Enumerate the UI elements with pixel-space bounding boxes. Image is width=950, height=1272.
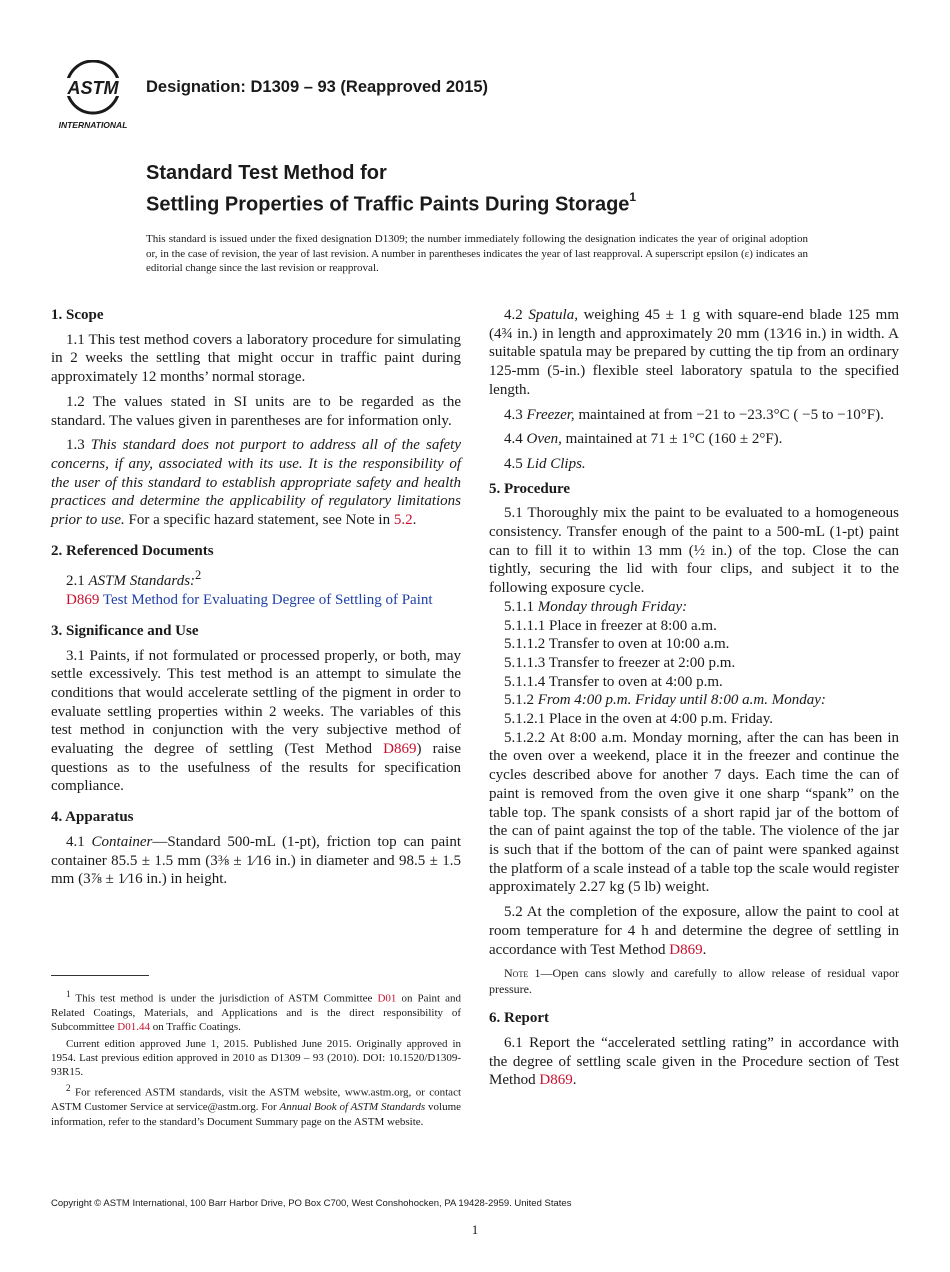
section-heading: 4. Apparatus	[51, 809, 134, 826]
link-d869[interactable]: D869	[539, 1072, 573, 1089]
paragraph-4-4: 4.4 Oven, maintained at 71 ± 1°C (160 ± 2°F).	[504, 431, 783, 448]
title-line-1: Standard Test Method for	[146, 162, 387, 184]
logo-subtext: INTERNATIONAL	[58, 120, 128, 130]
section-heading: 5. Procedure	[489, 480, 571, 497]
paragraph-4-5: 4.5 Lid Clips.	[504, 455, 586, 472]
link-d01-44[interactable]: D01.44	[117, 1021, 150, 1034]
paragraph-5-1-1-4: 5.1.1.4 Transfer to oven at 4:00 p.m.	[504, 673, 723, 690]
footnote-rule	[51, 975, 149, 976]
section-scope	[51, 306, 461, 530]
link-d869[interactable]: D869	[669, 941, 703, 958]
section-heading: 2. Referenced Documents	[51, 542, 214, 559]
paragraph-5-1-1-3: 5.1.1.3 Transfer to freezer at 2:00 p.m.	[504, 654, 736, 671]
paragraph-5-1-1: 5.1.1 Monday through Friday:	[504, 598, 688, 615]
copyright-notice: Copyright © ASTM International, 100 Barr Harbor Drive, PO Box C700, West Conshohocken, PA 19428-2959. United States	[51, 1198, 572, 1209]
paragraph-4-2: 4.2 Spatula, weighing 45 ± 1 g with square-end blade 125 mm (4¾ in.) in length and approximately 20 mm (13⁄16 in.) in width. A suitable spatula may be prepared by cutting the tip from an ordinary 125-mm (5-in.) flexible steel laboratory spatula to the specified length.	[489, 307, 900, 398]
footnotes	[51, 987, 461, 1131]
link-d869[interactable]: D869	[383, 741, 417, 758]
section-heading: 6. Report	[489, 1010, 549, 1027]
paragraph-1-2: 1.2 The values stated in SI units are to be regarded as the standard. The values given in parentheses are for information only.	[51, 393, 461, 429]
paragraph-5-1-2-2: 5.1.2.2 At 8:00 a.m. Monday morning, after the can has been in the oven over a weekend, place it in the freezer and continue the cycles described above for another 7 days. Each time the can of paint is removed from the oven give it one sharp “spank” on the table top. The spank consists of a short rapid jar of the bottom of the can of paint against the top of the table. The violence of the jar is such that if the bottom of the can of paint were spanked against the platform of a scale instead of a table top the scale would register approximately 2.27 kg (5 lb) weight.	[489, 729, 899, 896]
section-heading: 1. Scope	[51, 307, 104, 323]
paragraph-4-1: 4.1 Container—Standard 500-mL (1-pt), friction top can paint container 85.5 ± 1.5 mm (3⅜ ± 1⁄16 in.) in diameter and 98.5 ± 1.5 mm (3⅞ ± 1⁄16 in.) in height.	[51, 833, 462, 888]
paragraph-5-1-2: 5.1.2 From 4:00 p.m. Friday until 8:00 a.m. Monday:	[504, 692, 826, 709]
section-report	[489, 1009, 899, 1090]
document-title	[146, 160, 636, 218]
section-referenced-documents	[51, 542, 461, 610]
reference-d869	[51, 591, 461, 610]
paragraph-5-1-1-2: 5.1.1.2 Transfer to oven at 10:00 a.m.	[504, 636, 730, 653]
footnote-2: $^2$ For referenced ASTM standards, visit the ASTM website, www.astm.org, or contact ASTM Customer Service at service@astm.org. For Annual Book of ASTM Standards volume information, refer to the standard’s Document Summary page on the ASTM website.	[51, 1083, 462, 1128]
paragraph-6-1: 6.1 Report the “accelerated settling rating” in accordance with the degree of settling scale given in the Procedure section of Test Method D869.	[489, 1034, 899, 1089]
link-d869-title[interactable]: Test Method for Evaluating Degree of Settling of Paint	[102, 592, 433, 609]
paragraph-5-1-1-1: 5.1.1.1 Place in freezer at 8:00 a.m.	[504, 617, 717, 634]
logo-text: ASTM	[67, 78, 119, 98]
page-number: 1	[471, 1222, 479, 1237]
section-apparatus	[51, 808, 461, 889]
paragraph-2-1: 2.1 ASTM Standards:$^2$	[66, 568, 202, 590]
link-d01[interactable]: D01	[377, 992, 397, 1005]
left-column	[51, 306, 461, 901]
section-significance	[51, 622, 461, 796]
section-heading: 3. Significance and Use	[51, 622, 199, 639]
note-1: Note 1—Open cans slowly and carefully to allow release of residual vapor pressure.	[489, 966, 899, 997]
title-line-2: Settling Properties of Traffic Paints During Storage	[146, 193, 630, 216]
footnote-1-edition: Current edition approved June 1, 2015. Published June 2015. Originally approved in 1954. Last previous edition approved in 2010 as D1309 – 93 (2010). DOI: 10.1520/D1309-93R15.	[51, 1037, 461, 1079]
paragraph-5-1: 5.1 Thoroughly mix the paint to be evaluated to a homogeneous consistency. Transfer enough of the paint to a 500-mL (1-pt) paint can to fill it to within 13 mm (½ in.) of the top. Close the can tightly, securing the lid with four clips, and subject it to the following exposure cycle.	[489, 505, 899, 597]
link-section-5-2[interactable]: 5.2	[393, 512, 413, 529]
section-procedure	[489, 480, 899, 998]
paragraph-3-1: 3.1 Paints, if not formulated or processed properly, or both, may settle excessively. This test method is an attempt to simulate the conditions that would accelerate settling of the pigment in order to evaluate settling properties within 2 weeks. The variables of this test method in conjunction with the very subjective method of evaluating the degree of settling (Test Method D869) raise questions as to the usefulness of the results for specification compliance.	[51, 647, 461, 795]
title-footnote-mark: 1	[629, 190, 637, 204]
astm-logo	[52, 60, 134, 132]
paragraph-1-1: 1.1 This test method covers a laboratory procedure for simulating in 2 weeks the settling that might occur in traffic paint during approximately 12 months’ normal storage.	[51, 331, 461, 386]
link-d869[interactable]: D869	[66, 592, 100, 609]
paragraph-4-3: 4.3 Freezer, maintained at from −21 to −23.3°C ( −5 to −10°F).	[504, 406, 884, 423]
right-column	[489, 306, 899, 1102]
footnote-1: $^1$ This test method is under the jurisdiction of ASTM Committee D01 on Paint and Related Coatings, Materials, and Applications and is the direct responsibility of Subcommittee D01.44 on Traffic Coatings.	[51, 989, 462, 1034]
standard-notice: This standard is issued under the fixed designation D1309; the number immediately following the designation indicates the year of original adoption or, in the case of revision, the year of last revision. A number in parentheses indicates the year of last reapproval. A superscript epsilon (ε) indicates an editorial change since the last revision or reapproval.	[146, 233, 808, 275]
paragraph-5-2: 5.2 At the completion of the exposure, allow the paint to cool at room temperature for 4 h and determine the degree of settling in accordance with Test Method D869.	[489, 904, 899, 958]
paragraph-5-1-2-1: 5.1.2.1 Place in the oven at 4:00 p.m. Friday.	[504, 711, 773, 728]
designation: Designation: D1309 – 93 (Reapproved 2015)	[146, 78, 489, 96]
paragraph-1-3: 1.3 This standard does not purport to address all of the safety concerns, if any, associated with its use. It is the responsibility of the user of this standard to establish appropriate safety and health practices and determine the applicability of regulatory limitations prior to use. For a specific hazard statement, see Note in 5.2.	[51, 437, 461, 529]
